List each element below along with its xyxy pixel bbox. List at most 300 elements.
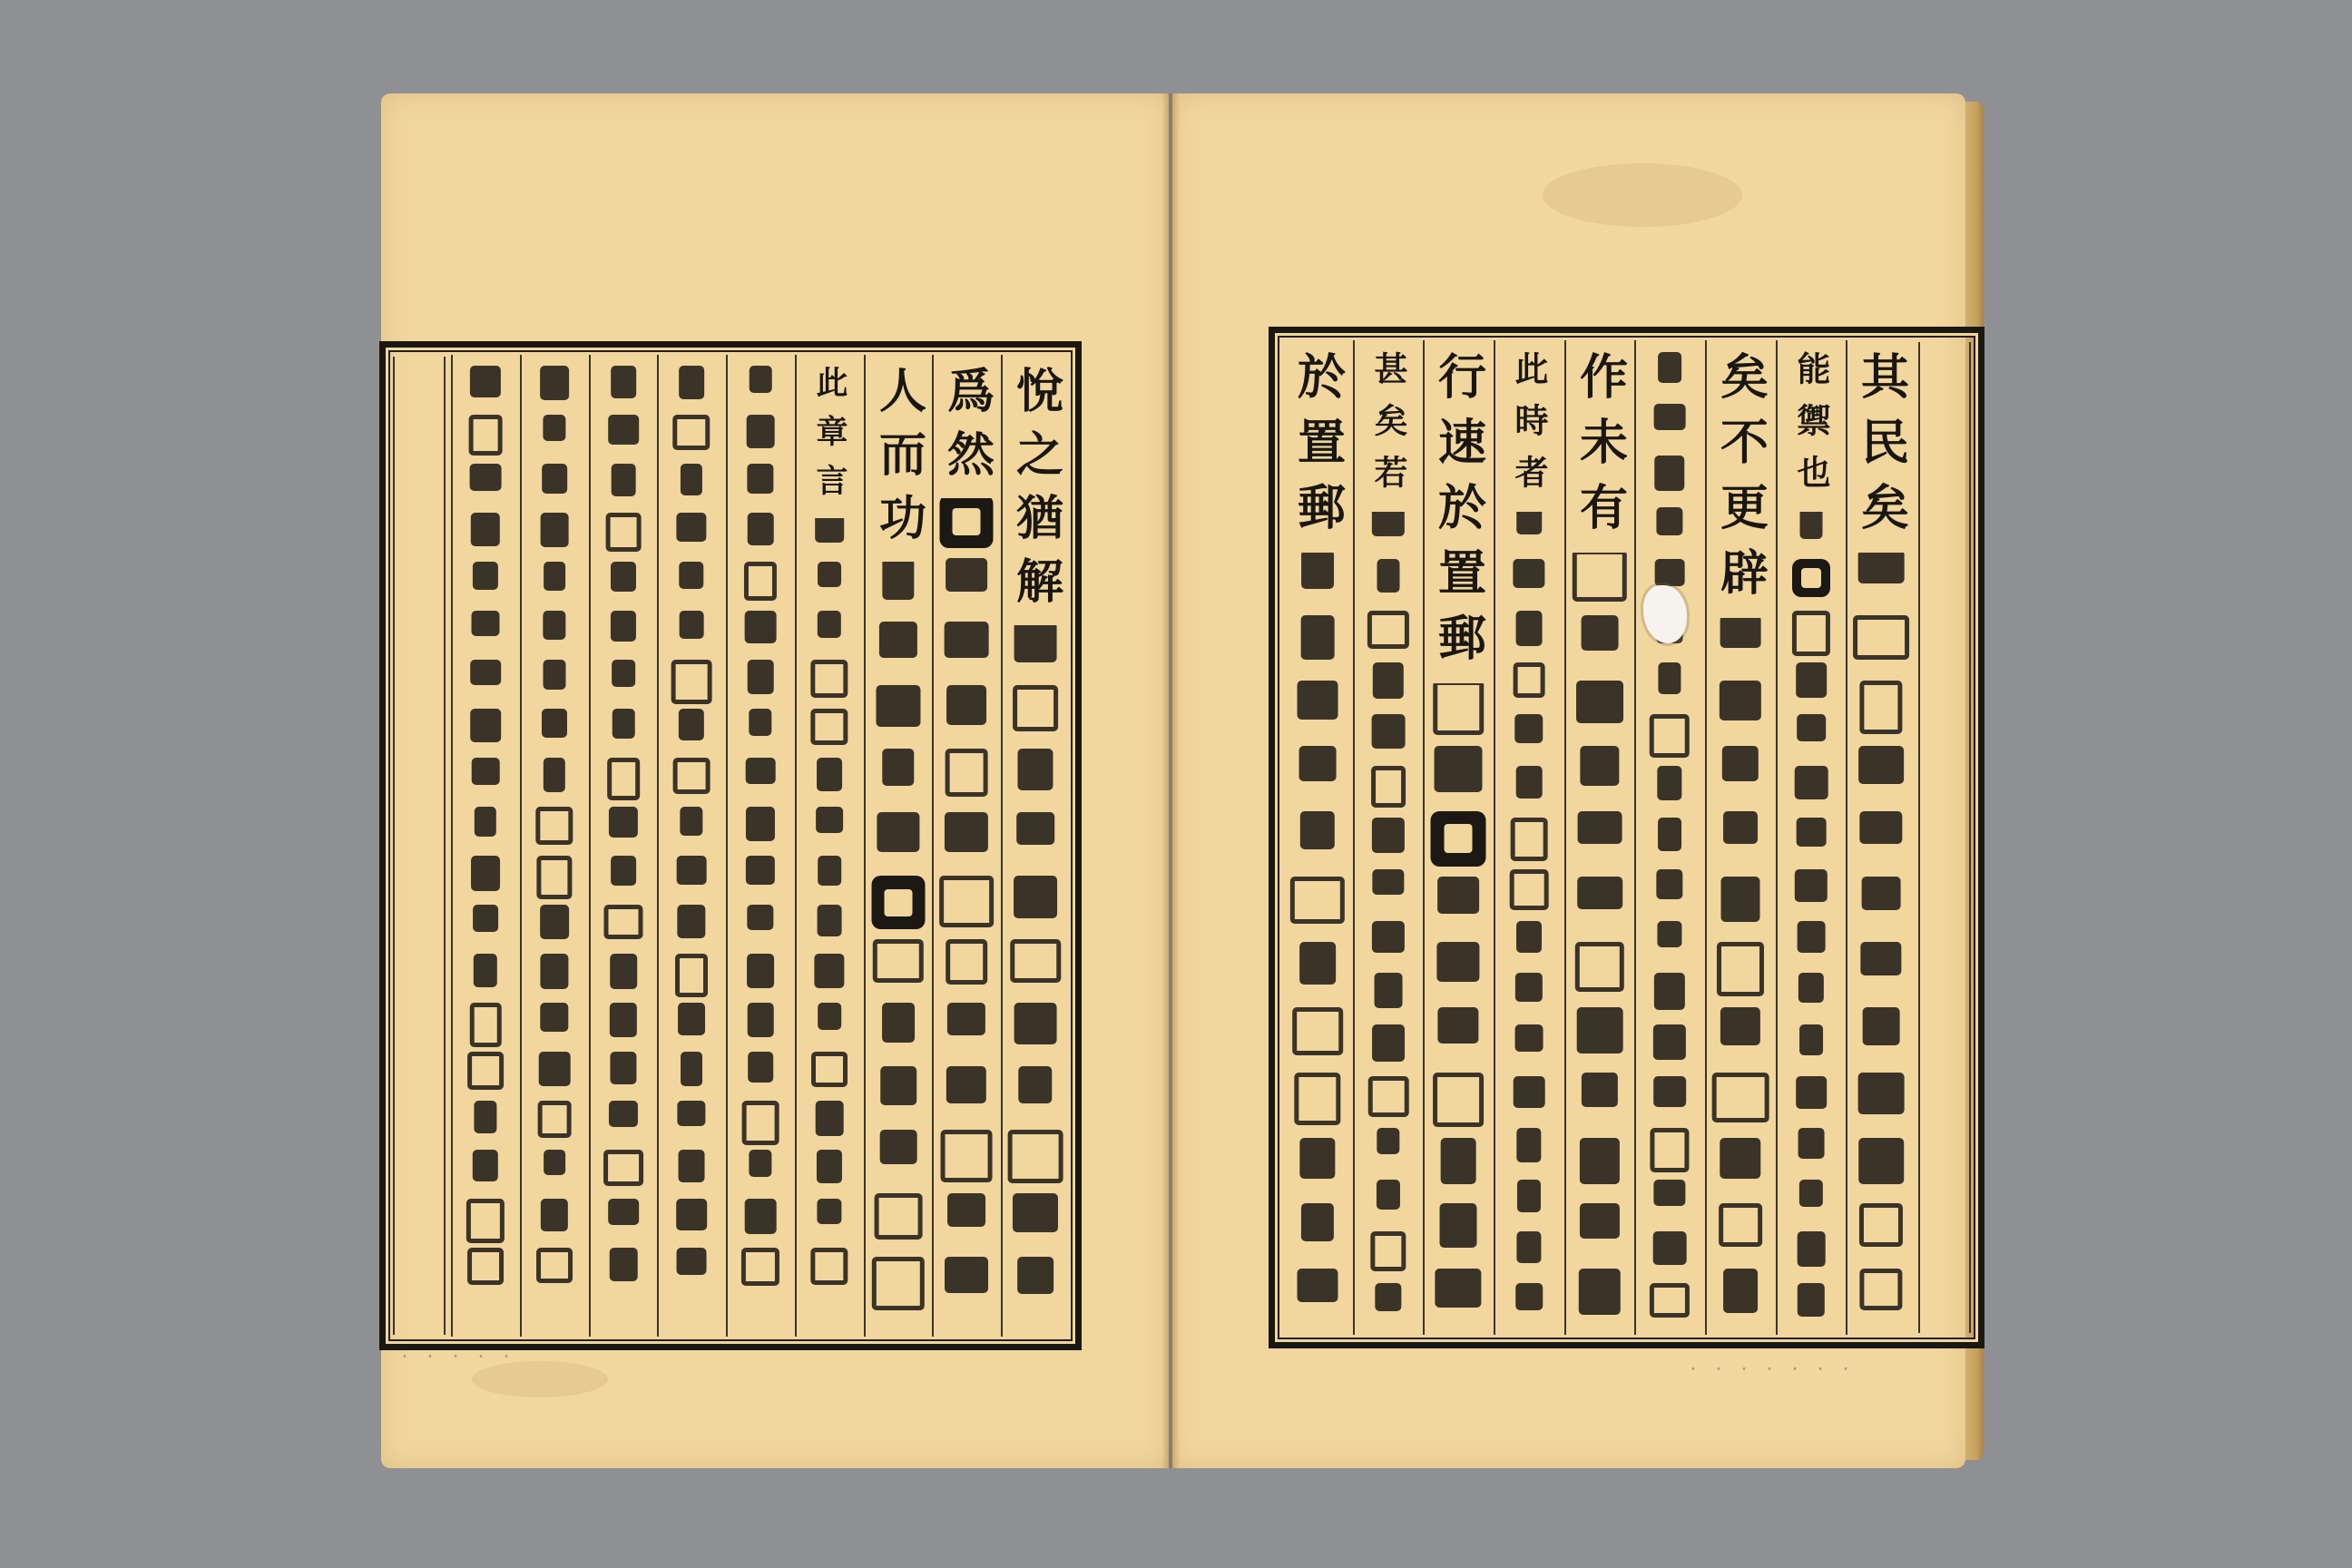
book-spine — [1161, 93, 1180, 1468]
character-glyph — [744, 562, 777, 600]
character-glyph — [543, 415, 565, 441]
character-glyph — [945, 812, 988, 851]
character-glyph — [1375, 1283, 1401, 1311]
character-glyph — [1299, 942, 1336, 985]
character-glyph — [1580, 1203, 1620, 1239]
verified-text-run: 甚矣若 — [1369, 346, 1407, 512]
character-glyph — [816, 807, 843, 833]
character-glyph — [1859, 681, 1902, 735]
character-glyph — [1013, 685, 1058, 730]
character-glyph — [543, 611, 565, 640]
character-glyph — [1515, 1283, 1543, 1311]
character-glyph — [746, 758, 776, 784]
character-glyph — [1370, 1231, 1406, 1271]
character-glyph — [1515, 973, 1543, 1002]
character-glyph — [1514, 1076, 1545, 1108]
column-rule — [726, 355, 728, 1337]
character-glyph — [673, 758, 710, 793]
column-rule — [1001, 355, 1003, 1337]
character-glyph — [610, 1248, 638, 1281]
character-glyph — [1863, 1007, 1900, 1046]
character-glyph — [1577, 877, 1622, 909]
character-glyph — [467, 1052, 504, 1090]
character-glyph — [1795, 766, 1828, 799]
character-glyph — [1580, 746, 1619, 786]
character-glyph — [1798, 1231, 1826, 1267]
left-text-column — [867, 360, 929, 1331]
character-glyph — [1800, 507, 1823, 539]
character-glyph — [1292, 1007, 1343, 1056]
character-glyph — [535, 807, 573, 845]
character-glyph — [946, 558, 987, 591]
character-glyph — [1372, 714, 1406, 750]
paper-stain — [1543, 163, 1742, 227]
character-glyph — [676, 1199, 707, 1230]
character-glyph — [1796, 1076, 1827, 1109]
character-glyph — [680, 807, 702, 836]
character-glyph — [1720, 681, 1761, 720]
left-text-column — [936, 360, 997, 1331]
character-glyph — [1516, 921, 1542, 953]
character-glyph — [470, 709, 501, 741]
character-glyph — [679, 562, 703, 588]
column-rule — [1353, 340, 1355, 1335]
left-text-column — [1004, 360, 1066, 1331]
character-glyph — [1294, 1073, 1340, 1126]
character-glyph — [748, 513, 774, 544]
character-glyph — [470, 660, 501, 685]
verified-text-run: 矣不更辟 — [1713, 346, 1769, 618]
character-glyph — [946, 685, 986, 725]
character-glyph — [475, 807, 496, 836]
character-glyph — [1859, 1269, 1902, 1310]
column-rule — [795, 355, 797, 1337]
character-glyph — [1723, 811, 1758, 845]
character-glyph — [1858, 746, 1904, 784]
character-glyph — [946, 939, 987, 985]
annotation-marker — [872, 876, 926, 929]
character-glyph — [1582, 615, 1619, 652]
character-glyph — [1720, 615, 1761, 648]
character-glyph — [1516, 1231, 1541, 1263]
character-glyph — [1372, 1024, 1405, 1062]
character-glyph — [474, 1101, 496, 1133]
right-text-column — [1779, 346, 1843, 1329]
right-text-column — [1497, 346, 1561, 1329]
character-glyph — [610, 954, 637, 988]
character-glyph — [1514, 714, 1543, 743]
character-glyph — [606, 513, 642, 552]
character-glyph — [1436, 942, 1479, 982]
character-glyph — [466, 1199, 505, 1242]
character-glyph — [882, 749, 914, 785]
character-glyph — [1798, 921, 1826, 953]
verified-text-run: 於置郵 — [1290, 346, 1346, 553]
character-glyph — [945, 622, 989, 658]
left-text-column — [730, 360, 791, 1331]
character-glyph — [1798, 1283, 1825, 1317]
character-glyph — [749, 1150, 771, 1177]
character-glyph — [1579, 1269, 1621, 1316]
column-rule — [520, 355, 522, 1337]
character-glyph — [610, 1052, 636, 1084]
column-rule — [1634, 340, 1636, 1335]
character-glyph — [1377, 1128, 1399, 1154]
character-glyph — [1797, 818, 1827, 847]
character-glyph — [1437, 1007, 1478, 1044]
character-glyph — [608, 1199, 639, 1224]
character-glyph — [672, 415, 710, 450]
character-glyph — [1580, 1138, 1620, 1185]
right-text-column — [1286, 346, 1349, 1329]
character-glyph — [612, 464, 636, 496]
character-glyph — [679, 1150, 705, 1182]
character-glyph — [467, 1248, 504, 1284]
character-glyph — [818, 562, 841, 587]
character-glyph — [946, 1066, 986, 1102]
character-glyph — [1014, 876, 1057, 918]
character-glyph — [818, 905, 842, 936]
character-glyph — [1018, 1066, 1052, 1103]
left-text-column — [593, 360, 654, 1331]
character-glyph — [747, 954, 774, 988]
character-glyph — [1301, 550, 1334, 589]
character-glyph — [1650, 1283, 1690, 1318]
character-glyph — [1301, 615, 1335, 661]
character-glyph — [473, 1150, 498, 1181]
character-glyph — [610, 1003, 637, 1036]
character-glyph — [747, 415, 775, 448]
character-glyph — [817, 1199, 841, 1223]
character-glyph — [1658, 352, 1681, 383]
character-glyph — [1017, 1257, 1054, 1293]
right-text-column — [1709, 346, 1772, 1329]
character-glyph — [882, 558, 914, 600]
column-rule — [1423, 340, 1425, 1335]
character-glyph — [474, 954, 497, 987]
character-glyph — [1723, 1269, 1758, 1313]
character-glyph — [470, 464, 502, 491]
character-glyph — [1516, 1128, 1541, 1162]
character-glyph — [1372, 818, 1405, 853]
character-glyph — [679, 366, 704, 398]
character-glyph — [1298, 681, 1338, 720]
character-glyph — [818, 611, 841, 637]
character-glyph — [747, 905, 773, 930]
character-glyph — [1653, 1231, 1687, 1265]
character-glyph — [818, 856, 841, 885]
character-glyph — [1372, 921, 1405, 953]
character-glyph — [747, 464, 773, 493]
character-glyph — [941, 1130, 993, 1181]
faint-stamp-left: · · · · · — [399, 1347, 514, 1367]
verified-text-run: 行速於置郵 — [1431, 346, 1486, 683]
character-glyph — [677, 1248, 707, 1275]
character-glyph — [607, 758, 640, 800]
character-glyph — [542, 464, 567, 494]
character-glyph — [1720, 1138, 1760, 1180]
column-rule — [1494, 340, 1495, 1335]
character-glyph — [681, 464, 702, 495]
character-glyph — [1014, 1003, 1057, 1044]
character-glyph — [817, 1150, 842, 1182]
character-glyph — [1582, 1073, 1618, 1108]
character-glyph — [880, 1130, 917, 1163]
character-glyph — [1372, 869, 1404, 896]
character-glyph — [677, 1101, 705, 1126]
column-rule — [1705, 340, 1707, 1335]
character-glyph — [1297, 1269, 1338, 1303]
character-glyph — [745, 611, 777, 642]
column-rule — [589, 355, 591, 1337]
character-glyph — [1441, 1138, 1476, 1184]
character-glyph — [538, 1101, 572, 1138]
character-glyph — [1435, 746, 1483, 793]
verified-text-run: 人而功 — [872, 360, 926, 562]
block-gutter — [1918, 342, 1971, 1333]
character-glyph — [611, 856, 636, 885]
character-glyph — [1655, 559, 1685, 586]
character-glyph — [1433, 1073, 1484, 1127]
character-glyph — [748, 660, 774, 693]
character-glyph — [612, 660, 635, 686]
character-glyph — [472, 611, 500, 636]
character-glyph — [1516, 611, 1543, 646]
right-text-column — [1357, 346, 1420, 1329]
character-glyph — [543, 660, 565, 690]
character-glyph — [879, 622, 917, 657]
character-glyph — [1653, 1024, 1686, 1061]
character-glyph — [1510, 869, 1549, 910]
character-glyph — [1653, 1180, 1685, 1206]
character-glyph — [1797, 714, 1826, 741]
character-glyph — [1516, 766, 1543, 799]
character-glyph — [811, 1052, 848, 1087]
character-glyph — [1720, 1007, 1760, 1046]
character-glyph — [544, 758, 565, 791]
character-glyph — [470, 1003, 502, 1047]
character-glyph — [681, 1052, 702, 1086]
character-glyph — [1435, 1269, 1481, 1308]
verified-text-run: 能禦也 — [1792, 346, 1830, 512]
character-glyph — [1014, 622, 1057, 662]
character-glyph — [810, 660, 848, 698]
character-glyph — [1650, 1128, 1689, 1172]
character-glyph — [810, 1248, 848, 1285]
character-glyph — [814, 954, 844, 987]
character-glyph — [1511, 818, 1548, 861]
character-glyph — [540, 905, 569, 938]
character-glyph — [1654, 404, 1686, 430]
character-glyph — [1712, 1073, 1769, 1123]
character-glyph — [1299, 746, 1337, 781]
character-glyph — [1796, 662, 1827, 698]
character-glyph — [1859, 1203, 1903, 1248]
character-glyph — [1860, 942, 1901, 975]
character-glyph — [1377, 559, 1399, 593]
character-glyph — [544, 1150, 565, 1175]
character-glyph — [540, 366, 569, 400]
character-glyph — [745, 1199, 777, 1233]
character-glyph — [536, 856, 572, 899]
character-glyph — [1573, 550, 1627, 603]
character-glyph — [609, 807, 638, 837]
column-rule — [1564, 340, 1566, 1335]
character-glyph — [1437, 877, 1479, 915]
character-glyph — [1721, 877, 1760, 923]
character-glyph — [540, 1003, 568, 1031]
character-glyph — [1858, 550, 1905, 583]
character-glyph — [1859, 811, 1902, 844]
verified-text-run: 此章言 — [811, 360, 848, 518]
character-glyph — [611, 366, 636, 397]
character-glyph — [536, 1248, 573, 1283]
character-glyph — [676, 513, 706, 541]
character-glyph — [603, 1150, 643, 1185]
character-glyph — [542, 709, 567, 737]
faint-stamp-right: · · · · · · · — [1688, 1359, 1854, 1380]
character-glyph — [1795, 869, 1828, 902]
character-glyph — [678, 1003, 705, 1035]
character-glyph — [1799, 1180, 1823, 1207]
character-glyph — [609, 1101, 638, 1127]
character-glyph — [1658, 818, 1681, 851]
character-glyph — [1013, 1193, 1058, 1231]
character-glyph — [882, 1003, 915, 1043]
left-printed-block — [379, 341, 1082, 1350]
character-glyph — [1862, 877, 1901, 910]
left-text-column — [799, 360, 860, 1331]
right-text-column — [1638, 346, 1701, 1329]
annotation-marker — [940, 495, 994, 548]
block-gutter — [393, 357, 446, 1335]
character-glyph — [748, 1052, 773, 1082]
character-glyph — [680, 611, 704, 638]
annotation-marker — [1431, 811, 1486, 867]
character-glyph — [1858, 1138, 1904, 1184]
character-glyph — [1654, 456, 1684, 491]
column-rule — [864, 355, 866, 1337]
character-glyph — [675, 954, 708, 997]
character-glyph — [1017, 749, 1053, 790]
character-glyph — [540, 954, 568, 988]
right-text-column — [1568, 346, 1632, 1329]
character-glyph — [1853, 615, 1909, 661]
character-glyph — [539, 1052, 571, 1086]
annotation-marker — [1792, 559, 1830, 597]
character-glyph — [1433, 681, 1484, 736]
character-glyph — [1299, 1138, 1335, 1179]
character-glyph — [876, 685, 920, 726]
character-glyph — [473, 905, 498, 932]
column-rule — [451, 355, 453, 1337]
character-glyph — [677, 905, 705, 938]
right-text-column — [1426, 346, 1490, 1329]
character-glyph — [544, 562, 565, 591]
character-glyph — [939, 876, 994, 927]
column-rule — [657, 355, 659, 1337]
character-glyph — [611, 611, 636, 641]
left-text-column — [455, 360, 516, 1331]
character-glyph — [1656, 507, 1682, 535]
character-glyph — [679, 709, 704, 740]
character-glyph — [1367, 611, 1409, 649]
character-glyph — [1798, 1128, 1825, 1159]
character-glyph — [1440, 1203, 1477, 1248]
character-glyph — [541, 513, 569, 546]
right-printed-block — [1269, 327, 1984, 1348]
character-glyph — [947, 1193, 985, 1227]
character-glyph — [1300, 811, 1335, 849]
character-glyph — [1514, 662, 1545, 698]
character-glyph — [742, 1101, 779, 1145]
character-glyph — [1010, 939, 1061, 982]
character-glyph — [1575, 942, 1624, 993]
character-glyph — [748, 1003, 774, 1036]
left-text-column — [524, 360, 585, 1331]
character-glyph — [816, 1101, 844, 1135]
character-glyph — [1798, 973, 1824, 1003]
character-glyph — [1722, 746, 1759, 781]
character-glyph — [741, 1248, 779, 1286]
character-glyph — [1290, 877, 1345, 924]
character-glyph — [945, 1257, 988, 1292]
character-glyph — [1792, 611, 1830, 656]
verified-text-run: 作未有 — [1573, 346, 1628, 553]
verified-text-run: 此時者 — [1510, 346, 1548, 512]
character-glyph — [877, 812, 919, 851]
character-glyph — [469, 415, 503, 456]
character-glyph — [810, 709, 848, 745]
character-glyph — [1375, 973, 1403, 1008]
character-glyph — [746, 856, 775, 884]
character-glyph — [875, 1193, 923, 1239]
character-glyph — [472, 758, 500, 785]
column-rule — [1776, 340, 1778, 1335]
verified-text-run: 悅之猶解 — [1009, 360, 1063, 625]
left-text-column — [661, 360, 722, 1331]
character-glyph — [1654, 973, 1685, 1010]
character-glyph — [1653, 1076, 1686, 1107]
character-glyph — [880, 1066, 916, 1105]
character-glyph — [1513, 559, 1544, 588]
character-glyph — [541, 1199, 568, 1231]
character-glyph — [818, 1003, 841, 1030]
character-glyph — [1008, 1130, 1063, 1182]
character-glyph — [603, 905, 642, 939]
character-glyph — [1373, 662, 1404, 699]
character-glyph — [473, 562, 498, 589]
character-glyph — [873, 939, 924, 983]
character-glyph — [1656, 869, 1682, 899]
character-glyph — [946, 749, 988, 797]
character-glyph — [608, 415, 639, 444]
character-glyph — [947, 1003, 985, 1035]
character-glyph — [1658, 662, 1681, 695]
verified-text-run: 爲然 — [940, 360, 994, 498]
character-glyph — [1371, 766, 1406, 808]
character-glyph — [471, 856, 500, 891]
character-glyph — [1016, 812, 1054, 845]
character-glyph — [1301, 1203, 1334, 1241]
right-text-column — [1849, 346, 1913, 1329]
character-glyph — [1368, 1076, 1409, 1117]
character-glyph — [1719, 1203, 1762, 1247]
character-glyph — [471, 513, 500, 545]
column-rule — [932, 355, 934, 1337]
character-glyph — [677, 856, 707, 884]
character-glyph — [1377, 1180, 1400, 1210]
